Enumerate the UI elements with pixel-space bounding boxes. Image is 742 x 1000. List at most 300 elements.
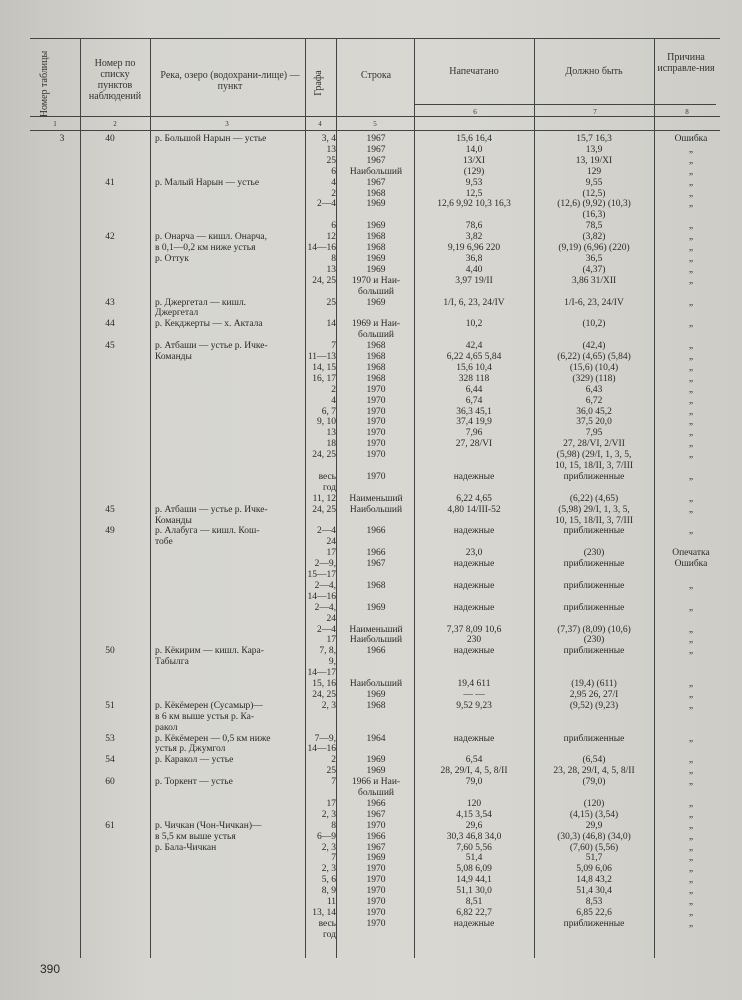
cell-c2: 45	[105, 504, 115, 515]
header-printed: Напечатано	[449, 66, 499, 77]
cell-c8: „	[688, 831, 694, 842]
cell-c7: (120)	[583, 798, 605, 809]
cell-c2: 42	[105, 232, 115, 243]
cell-c4: 13	[326, 264, 336, 275]
header-num-4: 4	[318, 120, 322, 128]
cell-c6: 10,2	[465, 319, 483, 330]
header-num-5: 5	[373, 120, 377, 128]
cell-c5: 1970	[366, 450, 386, 461]
cell-c7: 5,09 6,06	[576, 864, 612, 875]
cell-c7: 36,0 45,2	[576, 406, 612, 417]
table-row	[0, 843, 742, 853]
table-row	[0, 712, 742, 722]
table-row	[0, 265, 742, 275]
table-row	[0, 505, 742, 515]
cell-c7: приближенные	[563, 526, 625, 537]
table-row	[0, 461, 742, 471]
cell-c8: „	[688, 842, 694, 853]
cell-c4: 11—13	[307, 352, 336, 362]
cell-c8: Опечатка	[672, 548, 710, 559]
cell-c6: надежные	[453, 559, 495, 570]
cell-c8: „	[688, 319, 694, 330]
cell-c4: весь	[318, 918, 336, 929]
cell-c6: 15,6 16,4	[456, 134, 492, 144]
cell-c6: надежные	[453, 602, 495, 613]
table-row	[0, 723, 742, 733]
table-row	[0, 668, 742, 678]
cell-c4: 3, 4	[321, 134, 336, 144]
cell-c4: 2, 3	[321, 842, 336, 853]
cell-c6: 230	[466, 635, 482, 646]
cell-c8: „	[688, 700, 694, 711]
cell-c4: 2	[331, 384, 336, 395]
cell-c6: 9,19 6,96 220	[447, 243, 501, 253]
table-row	[0, 178, 742, 188]
cell-c7: приближенные	[563, 559, 625, 570]
cell-c8: Ошибка	[674, 134, 708, 144]
cell-c8: „	[688, 646, 694, 657]
cell-c2: 54	[105, 755, 115, 766]
cell-c7: 51,7	[585, 853, 603, 864]
cell-c7: (6,22) (4,65) (5,84)	[557, 352, 631, 362]
cell-c8: „	[688, 493, 694, 504]
cell-c2: 53	[105, 733, 115, 744]
cell-c4: 14—17	[307, 668, 336, 679]
cell-c7: (10,2)	[582, 319, 606, 330]
table-row	[0, 428, 742, 438]
cell-c6: 78,6	[465, 221, 483, 232]
cell-c7: 7,95	[585, 428, 603, 439]
cell-c8: „	[688, 635, 694, 646]
cell-c6: 6,22 4,65 5,84	[446, 352, 502, 362]
cell-c7: (5,98) 29/I, 1, 3, 5,	[558, 504, 630, 515]
cell-c8: „	[688, 755, 694, 766]
cell-c3: р. Бала-Чичкан	[155, 842, 217, 853]
cell-c8: „	[688, 798, 694, 809]
cell-c4: 6	[331, 221, 336, 232]
cell-c1: 3	[59, 134, 65, 144]
cell-c4: 7	[331, 853, 336, 864]
cell-c5: 1970	[366, 417, 386, 428]
table-row	[0, 592, 742, 602]
cell-c7: приближенные	[563, 733, 625, 744]
table-row	[0, 450, 742, 460]
cell-c8: „	[688, 144, 694, 155]
table-row	[0, 908, 742, 918]
cell-c7: (7,60) (5,56)	[569, 842, 619, 853]
header-station-number: Номер по списку пунктов наблюдений	[88, 58, 142, 102]
cell-c8: „	[688, 809, 694, 820]
table-row	[0, 439, 742, 449]
cell-c8: „	[688, 580, 694, 591]
cell-c3: р. Чичкан (Чон-Чичкан)—	[155, 820, 262, 831]
cell-c8: „	[688, 417, 694, 428]
header-mid-rule-8	[654, 104, 716, 105]
cell-c8: „	[688, 428, 694, 439]
cell-c6: 6,74	[465, 395, 483, 406]
table-row	[0, 145, 742, 155]
cell-c6: 30,3 46,8 34,0	[446, 831, 502, 842]
table-row	[0, 864, 742, 874]
cell-c6: 79,0	[465, 777, 483, 788]
cell-c3: р. Джергетал — кишл.	[155, 297, 247, 308]
cell-c2: 44	[105, 319, 115, 330]
header-num-7: 7	[593, 108, 597, 116]
table-row	[0, 625, 742, 635]
cell-c6: 4,80 14/III-52	[447, 504, 501, 515]
table-row	[0, 417, 742, 427]
cell-c7: (3,82)	[582, 232, 606, 243]
cell-c4: 8, 9	[321, 886, 336, 897]
cell-c4: 14, 15	[312, 362, 336, 373]
cell-c5: 1966	[366, 646, 386, 657]
cell-c5: 1970	[366, 384, 386, 395]
table-row	[0, 483, 742, 493]
cell-c5: 1970	[366, 395, 386, 406]
cell-c5: 1970	[366, 439, 386, 450]
cell-c4: 24	[326, 537, 336, 548]
cell-c5: 1967	[366, 155, 386, 166]
cell-c4: 13	[326, 428, 336, 439]
cell-c2: 41	[105, 177, 115, 188]
cell-c5: 1969	[366, 297, 386, 308]
cell-c7: (6,54)	[582, 755, 606, 766]
table-row	[0, 319, 742, 329]
cell-c3: Джергетал	[155, 308, 199, 319]
cell-c6: 12,6 9,92 10,3 16,3	[437, 199, 511, 210]
cell-c5: 1970	[366, 428, 386, 439]
cell-c3: р. Атбаши — устье р. Ичке-	[155, 504, 268, 515]
cell-c8: „	[688, 384, 694, 395]
table-row	[0, 363, 742, 373]
cell-c5: 1966	[366, 526, 386, 537]
cell-c8: „	[688, 439, 694, 450]
cell-c6: 6,54	[465, 755, 483, 766]
cell-c7: (230)	[583, 548, 605, 559]
cell-c7: 78,5	[585, 221, 603, 232]
table-row	[0, 156, 742, 166]
cell-c5: 1968	[366, 243, 386, 253]
page-number: 390	[40, 962, 61, 976]
cell-c3: р. Большой Нарын — устье	[155, 134, 267, 144]
cell-c3: р. Кёкёмерен (Сусамыр)—	[155, 700, 263, 711]
cell-c5: 1969	[366, 221, 386, 232]
cell-c4: 17	[326, 548, 336, 559]
cell-c6: 14,9 44,1	[456, 875, 492, 886]
cell-c2: 60	[105, 777, 115, 788]
cell-c5: 1968	[366, 352, 386, 362]
table-row	[0, 221, 742, 231]
cell-c5: 1969	[366, 602, 386, 613]
cell-c8: „	[688, 243, 694, 253]
cell-c7: (12,6) (9,92) (10,3)	[557, 199, 631, 210]
table-row	[0, 679, 742, 689]
table-row	[0, 341, 742, 351]
table-row	[0, 646, 742, 656]
cell-c6: надежные	[453, 526, 495, 537]
cell-c4: 25	[326, 297, 336, 308]
cell-c7: 37,5 20,0	[576, 417, 612, 428]
cell-c4: 7	[331, 777, 336, 788]
cell-c8: „	[688, 177, 694, 188]
cell-c8: „	[688, 471, 694, 482]
cell-c7: (4,15) (3,54)	[569, 809, 619, 820]
table-row	[0, 189, 742, 199]
cell-c5: больший	[357, 788, 394, 798]
cell-c3: р. Атбаши — устье р. Ичке-	[155, 341, 268, 352]
table-row	[0, 494, 742, 504]
table-row	[0, 374, 742, 384]
cell-c4: 6—9	[317, 831, 336, 842]
cell-c5: 1966	[366, 548, 386, 559]
table-row	[0, 930, 742, 940]
cell-c6: 19,4 611	[457, 679, 491, 689]
cell-c7: 23, 28, 29/I, 4, 5, 8/II	[553, 766, 635, 777]
cell-c6: надежные	[453, 646, 495, 657]
cell-c4: 2—9,	[314, 559, 336, 570]
cell-c6: надежные	[453, 580, 495, 591]
cell-c3: Команды	[155, 515, 192, 526]
header-num-2: 2	[113, 120, 117, 128]
cell-c4: 7—9,	[314, 733, 336, 744]
cell-c6: 9,52 9,23	[456, 700, 492, 711]
cell-c4: 11	[326, 897, 336, 907]
cell-c6: 6,82 22,7	[456, 907, 492, 918]
table-row	[0, 352, 742, 362]
cell-c6: 29,6	[465, 820, 483, 831]
cell-c2: 49	[105, 526, 115, 537]
table-row	[0, 167, 742, 177]
table-row	[0, 734, 742, 744]
cell-c4: 17	[326, 635, 336, 646]
cell-c6: 9,53	[465, 177, 483, 188]
cell-c5: больший	[357, 330, 394, 341]
cell-c8: „	[688, 679, 694, 689]
cell-c4: 15, 16	[312, 679, 336, 689]
cell-c6: 36,3 45,1	[456, 406, 492, 417]
cell-c5: 1970	[366, 820, 386, 831]
cell-c4: 8	[331, 253, 336, 264]
table-row	[0, 243, 742, 253]
cell-c6: 51,4	[465, 853, 483, 864]
table-row	[0, 886, 742, 896]
cell-c7: 29,9	[585, 820, 603, 831]
cell-c7: 6,72	[585, 395, 603, 406]
cell-c5: 1967	[366, 177, 386, 188]
cell-c3: в 6 км выше устья р. Ка-	[155, 711, 255, 722]
cell-c4: 16, 17	[312, 373, 336, 384]
cell-c8: „	[688, 253, 694, 264]
cell-c8: „	[688, 341, 694, 352]
cell-c7: 10, 15, 18/II, 3, 7/III	[554, 461, 634, 471]
cell-c4: 14—16	[307, 243, 336, 253]
cell-c5: 1969	[366, 689, 386, 700]
table-row	[0, 287, 742, 297]
header-num-3: 3	[225, 120, 229, 128]
cell-c7: 27, 28/VI, 2/VII	[563, 439, 625, 450]
cell-c6: 8,51	[465, 897, 483, 907]
cell-c8: „	[688, 155, 694, 166]
table-row	[0, 766, 742, 776]
cell-c7: (4,37)	[582, 264, 606, 275]
table-row	[0, 755, 742, 765]
cell-c5: 1967	[366, 559, 386, 570]
cell-c8: „	[688, 853, 694, 864]
cell-c5: 1970	[366, 897, 386, 907]
cell-c7: 8,53	[585, 897, 603, 907]
cell-c5: 1970	[366, 918, 386, 929]
cell-c6: надежные	[453, 733, 495, 744]
cell-c7: (7,37) (8,09) (10,6)	[557, 624, 631, 635]
cell-c5: 1968	[366, 362, 386, 373]
cell-c8: „	[688, 504, 694, 515]
cell-c4: 5, 6	[321, 875, 336, 886]
cell-c3: р. Алабуга — кишл. Кош-	[155, 526, 260, 537]
cell-c5: 1964	[366, 733, 386, 744]
cell-c5: 1969	[366, 264, 386, 275]
cell-c8: „	[688, 820, 694, 831]
table-row	[0, 799, 742, 809]
cell-c8: „	[688, 188, 694, 199]
cell-c6: 4,40	[465, 264, 483, 275]
cell-c5: 1970	[366, 406, 386, 417]
cell-c5: 1967	[366, 842, 386, 853]
cell-c5: больший	[357, 286, 394, 297]
table-row	[0, 276, 742, 286]
cell-c3: р. Кёкёмерен — 0,5 км ниже	[155, 733, 271, 744]
cell-c5: 1966 и Наи-	[351, 777, 401, 788]
cell-c8: „	[688, 864, 694, 875]
cell-c4: 11, 12	[312, 493, 336, 504]
cell-c6: 4,15 3,54	[456, 809, 492, 820]
cell-c6: 42,4	[465, 341, 483, 352]
cell-c5: 1968	[366, 188, 386, 199]
cell-c4: 14—16	[307, 744, 336, 755]
table-top-rule	[30, 38, 720, 39]
cell-c4: 6, 7	[321, 406, 336, 417]
cell-c4: год	[323, 929, 336, 940]
table-row	[0, 919, 742, 929]
table-row	[0, 199, 742, 209]
cell-c7: 10, 15, 18/II, 3, 7/III	[554, 515, 634, 526]
cell-c5: 1969	[366, 766, 386, 777]
cell-c8: „	[688, 275, 694, 286]
table-row	[0, 581, 742, 591]
cell-c5: 1967	[366, 134, 386, 144]
cell-c4: 13, 14	[312, 907, 336, 918]
table-row	[0, 635, 742, 645]
table-row	[0, 832, 742, 842]
cell-c6: 3,82	[465, 232, 483, 243]
table-row	[0, 821, 742, 831]
header-river-point: Река, озеро (водохрани-лище) — пункт	[160, 70, 300, 92]
cell-c5: 1969	[366, 253, 386, 264]
table-row	[0, 788, 742, 798]
cell-c4: 24, 25	[312, 689, 336, 700]
cell-c4: 14—16	[307, 591, 336, 602]
table-row	[0, 254, 742, 264]
cell-c2: 61	[105, 820, 115, 831]
cell-c4: 8	[331, 820, 336, 831]
cell-c7: 1/I-6, 23, 24/IV	[564, 297, 624, 308]
cell-c5: 1966	[366, 798, 386, 809]
cell-c7: (230)	[583, 635, 605, 646]
cell-c7: (5,98) (29/I, 1, 3, 5,	[556, 450, 632, 461]
cell-c6: 7,60 5,56	[456, 842, 492, 853]
table-row	[0, 603, 742, 613]
cell-c5: 1970	[366, 875, 386, 886]
cell-c7: (19,4) (611)	[571, 679, 617, 689]
cell-c6: 14,0	[465, 144, 483, 155]
cell-c7: приближенные	[563, 471, 625, 482]
table-row	[0, 701, 742, 711]
cell-c8: „	[688, 199, 694, 210]
cell-c5: Наибольший	[349, 635, 403, 646]
cell-c7: 14,8 43,2	[576, 875, 612, 886]
cell-c7: 13, 19/XI	[575, 155, 613, 166]
table-row	[0, 472, 742, 482]
cell-c5: 1967	[366, 144, 386, 155]
cell-c8: „	[688, 526, 694, 537]
cell-c6: 28, 29/I, 4, 5, 8/II	[440, 766, 508, 777]
table-row	[0, 614, 742, 624]
cell-c4: 4	[331, 177, 336, 188]
cell-c8: Ошибка	[674, 559, 708, 570]
cell-c5: 1969 и Наи-	[351, 319, 401, 330]
cell-c4: весь	[318, 471, 336, 482]
cell-c7: приближенные	[563, 602, 625, 613]
table-row	[0, 516, 742, 526]
cell-c8: „	[688, 624, 694, 635]
cell-c4: 13	[326, 144, 336, 155]
cell-c4: 7	[331, 341, 336, 352]
cell-c4: 2, 3	[321, 809, 336, 820]
cell-c4: 9, 10	[317, 417, 336, 428]
cell-c4: 7, 8,	[319, 646, 336, 657]
cell-c8: „	[688, 373, 694, 384]
cell-c6: (129)	[463, 166, 485, 177]
cell-c4: 18	[326, 439, 336, 450]
cell-c6: 23,0	[465, 548, 483, 559]
cell-c4: 25	[326, 766, 336, 777]
cell-c7: 6,85 22,6	[576, 907, 612, 918]
cell-c6: 51,1 30,0	[456, 886, 492, 897]
cell-c8: „	[688, 297, 694, 308]
cell-c8: „	[688, 918, 694, 929]
cell-c6: 13/XI	[462, 155, 486, 166]
table-row	[0, 777, 742, 787]
cell-c3: р. Оттук	[155, 253, 189, 264]
cell-c7: (16,3)	[582, 210, 606, 221]
cell-c4: 2—4	[317, 624, 336, 635]
cell-c7: приближенные	[563, 646, 625, 657]
cell-c3: р. Малый Нарын — устье	[155, 177, 260, 188]
cell-c4: 2, 3	[321, 864, 336, 875]
cell-c7: 9,55	[585, 177, 603, 188]
cell-c4: 2—4	[317, 526, 336, 537]
cell-c5: 1969	[366, 199, 386, 210]
cell-c5: 1966	[366, 831, 386, 842]
table-row	[0, 537, 742, 547]
cell-c8: „	[688, 352, 694, 362]
cell-c2: 51	[105, 700, 115, 711]
cell-c3: р. Каракол — устье	[155, 755, 234, 766]
cell-c6: 15,6 10,4	[456, 362, 492, 373]
cell-c4: 17	[326, 798, 336, 809]
cell-c6: надежные	[453, 471, 495, 482]
cell-c2: 45	[105, 341, 115, 352]
cell-c4: 2—4,	[314, 602, 336, 613]
